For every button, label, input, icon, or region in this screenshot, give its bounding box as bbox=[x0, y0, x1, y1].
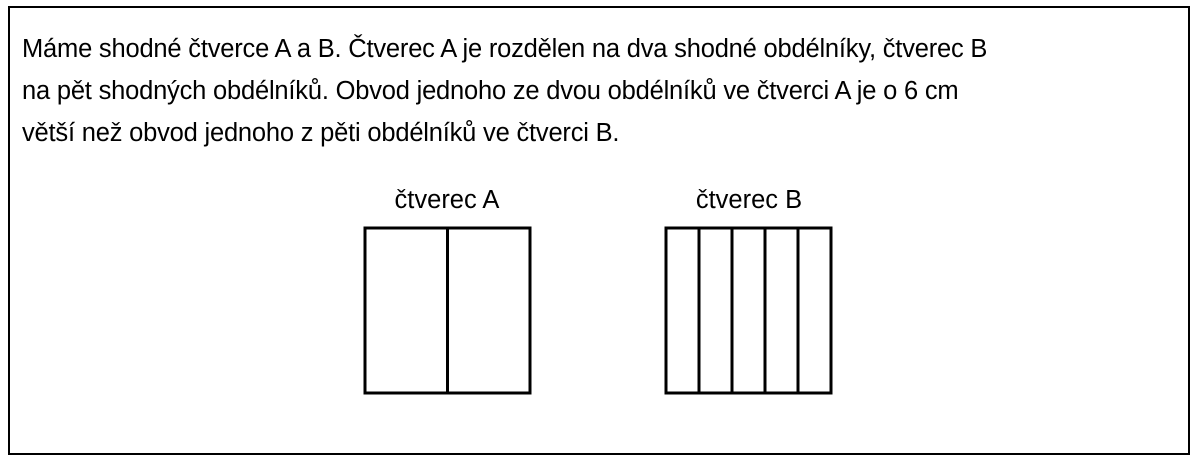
problem-line-1: Máme shodné čtverce A a B. Čtverec A je rozdělen na dva shodné obdélníky, čtverec B bbox=[22, 35, 988, 63]
square-a-label: čtverec A bbox=[394, 186, 500, 214]
square-b-label: čtverec B bbox=[695, 186, 803, 214]
problem-statement bbox=[22, 28, 1172, 154]
problem-line-2: na pět shodných obdélníků. Obvod jednoho ze dvou obdélníků ve čtverci A je o 6 cm bbox=[22, 77, 959, 105]
problem-line-3: větší než obvod jednoho z pěti obdélníků ve čtverci B. bbox=[22, 119, 620, 147]
